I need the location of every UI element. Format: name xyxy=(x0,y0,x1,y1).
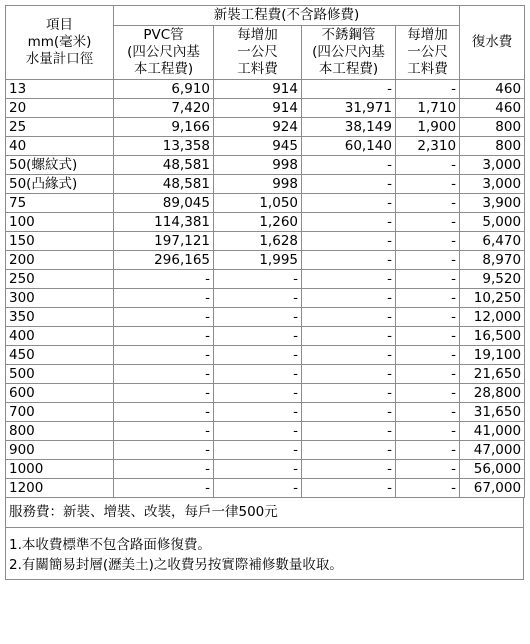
cell-ss-base: - xyxy=(302,384,396,403)
table-row xyxy=(6,270,525,289)
cell-ss-base: - xyxy=(302,365,396,384)
cell-pvc-add: 998 xyxy=(214,175,302,194)
cell-ss-add: 1,710 xyxy=(396,99,460,118)
cell-pvc-base: - xyxy=(114,365,214,384)
cell-pvc-add: - xyxy=(214,270,302,289)
header-ss-line2: (四公尺內基 xyxy=(312,44,385,60)
header-ss xyxy=(302,26,396,80)
cell-size: 350 xyxy=(6,308,114,327)
cell-restore: 3,900 xyxy=(460,194,525,213)
cell-size: 50(凸緣式) xyxy=(6,175,114,194)
cell-pvc-base: - xyxy=(114,384,214,403)
cell-ss-base: - xyxy=(302,156,396,175)
cell-size: 1200 xyxy=(6,479,114,498)
service-fee-note: 服務費：新裝、增裝、改裝，每戶一律500元 xyxy=(6,498,523,528)
cell-size: 75 xyxy=(6,194,114,213)
cell-restore: 460 xyxy=(460,99,525,118)
cell-ss-add: - xyxy=(396,365,460,384)
cell-pvc-base: - xyxy=(114,289,214,308)
cell-pvc-add: 924 xyxy=(214,118,302,137)
header-pvc-line2: (四公尺內基 xyxy=(127,44,200,60)
cell-pvc-base: 9,166 xyxy=(114,118,214,137)
header-pvc-add-line3: 工料費 xyxy=(237,61,278,77)
cell-size: 800 xyxy=(6,422,114,441)
cell-size: 500 xyxy=(6,365,114,384)
table-row xyxy=(6,441,525,460)
table-row xyxy=(6,80,525,99)
table-row xyxy=(6,137,525,156)
cell-size: 1000 xyxy=(6,460,114,479)
header-ss-add-line1: 每增加 xyxy=(407,27,448,43)
cell-size: 450 xyxy=(6,346,114,365)
table-row xyxy=(6,156,525,175)
cell-pvc-add: 1,260 xyxy=(214,213,302,232)
header-pvc-line3: 本工程費) xyxy=(133,61,194,77)
cell-ss-add: - xyxy=(396,194,460,213)
cell-pvc-add: - xyxy=(214,289,302,308)
cell-ss-add: - xyxy=(396,213,460,232)
cell-pvc-add: 998 xyxy=(214,156,302,175)
cell-pvc-add: - xyxy=(214,479,302,498)
cell-pvc-add: - xyxy=(214,365,302,384)
cell-ss-add: - xyxy=(396,308,460,327)
cell-pvc-add: - xyxy=(214,441,302,460)
cell-restore: 47,000 xyxy=(460,441,525,460)
cell-ss-base: - xyxy=(302,479,396,498)
cell-pvc-add: - xyxy=(214,327,302,346)
cell-pvc-add: - xyxy=(214,308,302,327)
table-row xyxy=(6,175,525,194)
cell-ss-add: - xyxy=(396,175,460,194)
cell-ss-add: - xyxy=(396,422,460,441)
cell-ss-add: - xyxy=(396,441,460,460)
cell-ss-base: - xyxy=(302,80,396,99)
cell-pvc-add: 1,050 xyxy=(214,194,302,213)
cell-pvc-add: - xyxy=(214,422,302,441)
cell-size: 400 xyxy=(6,327,114,346)
cell-ss-base: - xyxy=(302,175,396,194)
header-item xyxy=(6,6,114,80)
cell-size: 150 xyxy=(6,232,114,251)
table-row xyxy=(6,308,525,327)
table-row xyxy=(6,384,525,403)
cell-pvc-add: - xyxy=(214,346,302,365)
cell-pvc-base: - xyxy=(114,460,214,479)
cell-restore: 21,650 xyxy=(460,365,525,384)
cell-pvc-add: 1,628 xyxy=(214,232,302,251)
cell-ss-base: - xyxy=(302,194,396,213)
cell-ss-base: - xyxy=(302,213,396,232)
cell-ss-add: - xyxy=(396,270,460,289)
cell-restore: 16,500 xyxy=(460,327,525,346)
table-row xyxy=(6,479,525,498)
cell-ss-add: 2,310 xyxy=(396,137,460,156)
fee-table xyxy=(5,5,525,498)
header-pvc-add xyxy=(214,26,302,80)
cell-ss-base: - xyxy=(302,270,396,289)
header-item-line1: 項目 xyxy=(46,17,73,33)
fee-schedule xyxy=(5,5,524,580)
cell-pvc-base: - xyxy=(114,422,214,441)
cell-restore: 6,470 xyxy=(460,232,525,251)
cell-pvc-base: - xyxy=(114,479,214,498)
header-pvc xyxy=(114,26,214,80)
cell-pvc-add: 914 xyxy=(214,80,302,99)
cell-ss-add: - xyxy=(396,80,460,99)
cell-pvc-base: 6,910 xyxy=(114,80,214,99)
cell-ss-base: - xyxy=(302,251,396,270)
header-item-line3: 水量計口徑 xyxy=(25,51,94,67)
header-ss-add xyxy=(396,26,460,80)
cell-size: 20 xyxy=(6,99,114,118)
header-ss-line1: 不銹鋼管 xyxy=(321,27,376,43)
cell-restore: 3,000 xyxy=(460,156,525,175)
cell-restore: 28,800 xyxy=(460,384,525,403)
cell-pvc-base: 197,121 xyxy=(114,232,214,251)
cell-pvc-add: 945 xyxy=(214,137,302,156)
cell-size: 50(螺紋式) xyxy=(6,156,114,175)
cell-ss-base: - xyxy=(302,422,396,441)
cell-ss-base: - xyxy=(302,289,396,308)
cell-ss-add: - xyxy=(396,232,460,251)
table-row xyxy=(6,403,525,422)
cell-size: 300 xyxy=(6,289,114,308)
cell-ss-base: - xyxy=(302,460,396,479)
cell-ss-base: - xyxy=(302,403,396,422)
header-ss-add-line3: 工料費 xyxy=(407,61,448,77)
cell-ss-add: - xyxy=(396,384,460,403)
cell-ss-add: - xyxy=(396,251,460,270)
cell-restore: 3,000 xyxy=(460,175,525,194)
cell-size: 600 xyxy=(6,384,114,403)
cell-size: 700 xyxy=(6,403,114,422)
cell-pvc-base: - xyxy=(114,308,214,327)
cell-pvc-base: - xyxy=(114,327,214,346)
header-restore: 復水費 xyxy=(460,6,525,80)
cell-pvc-base: 89,045 xyxy=(114,194,214,213)
header-ss-add-line2: 一公尺 xyxy=(407,44,448,60)
cell-size: 13 xyxy=(6,80,114,99)
cell-size: 40 xyxy=(6,137,114,156)
table-row xyxy=(6,213,525,232)
cell-restore: 12,000 xyxy=(460,308,525,327)
remarks xyxy=(6,528,523,579)
cell-pvc-base: 296,165 xyxy=(114,251,214,270)
cell-ss-base: - xyxy=(302,346,396,365)
cell-restore: 5,000 xyxy=(460,213,525,232)
table-row xyxy=(6,232,525,251)
cell-restore: 460 xyxy=(460,80,525,99)
cell-size: 25 xyxy=(6,118,114,137)
cell-pvc-add: 914 xyxy=(214,99,302,118)
cell-ss-base: - xyxy=(302,308,396,327)
table-row xyxy=(6,118,525,137)
table-row xyxy=(6,289,525,308)
cell-restore: 41,000 xyxy=(460,422,525,441)
cell-restore: 800 xyxy=(460,137,525,156)
cell-size: 250 xyxy=(6,270,114,289)
cell-ss-base: - xyxy=(302,441,396,460)
cell-restore: 67,000 xyxy=(460,479,525,498)
remark-item: 1.本收費標準不包含路面修復費。 xyxy=(9,537,211,553)
cell-ss-base: 31,971 xyxy=(302,99,396,118)
header-pvc-line1: PVC管 xyxy=(143,27,184,43)
fee-table-body xyxy=(6,80,525,498)
cell-restore: 31,650 xyxy=(460,403,525,422)
cell-restore: 19,100 xyxy=(460,346,525,365)
cell-pvc-add: 1,995 xyxy=(214,251,302,270)
cell-pvc-base: - xyxy=(114,441,214,460)
cell-ss-add: - xyxy=(396,403,460,422)
table-row xyxy=(6,194,525,213)
cell-pvc-add: - xyxy=(214,403,302,422)
cell-restore: 8,970 xyxy=(460,251,525,270)
table-row xyxy=(6,460,525,479)
cell-ss-add: - xyxy=(396,156,460,175)
cell-ss-add: 1,900 xyxy=(396,118,460,137)
cell-pvc-base: - xyxy=(114,346,214,365)
cell-ss-base: - xyxy=(302,327,396,346)
cell-ss-base: 38,149 xyxy=(302,118,396,137)
cell-restore: 10,250 xyxy=(460,289,525,308)
notes-section xyxy=(5,498,524,580)
header-pvc-add-line2: 一公尺 xyxy=(237,44,278,60)
cell-restore: 800 xyxy=(460,118,525,137)
cell-size: 900 xyxy=(6,441,114,460)
cell-ss-add: - xyxy=(396,327,460,346)
cell-pvc-base: 114,381 xyxy=(114,213,214,232)
table-row xyxy=(6,99,525,118)
table-row xyxy=(6,251,525,270)
cell-pvc-add: - xyxy=(214,384,302,403)
cell-size: 100 xyxy=(6,213,114,232)
cell-restore: 56,000 xyxy=(460,460,525,479)
table-row xyxy=(6,365,525,384)
cell-pvc-base: - xyxy=(114,270,214,289)
cell-ss-add: - xyxy=(396,479,460,498)
header-pvc-add-line1: 每增加 xyxy=(237,27,278,43)
cell-pvc-base: 48,581 xyxy=(114,156,214,175)
cell-ss-base: - xyxy=(302,232,396,251)
cell-pvc-add: - xyxy=(214,460,302,479)
cell-ss-base: 60,140 xyxy=(302,137,396,156)
header-group-title: 新裝工程費(不含路修費) xyxy=(114,6,460,26)
cell-pvc-base: 13,358 xyxy=(114,137,214,156)
cell-restore: 9,520 xyxy=(460,270,525,289)
cell-pvc-base: - xyxy=(114,403,214,422)
header-ss-line3: 本工程費) xyxy=(318,61,379,77)
table-row xyxy=(6,422,525,441)
cell-ss-add: - xyxy=(396,346,460,365)
header-item-line2: mm(毫米) xyxy=(27,34,92,50)
table-row xyxy=(6,327,525,346)
remark-item: 2.有關簡易封層(瀝美土)之收費另按實際補修數量收取。 xyxy=(9,557,343,573)
cell-pvc-base: 48,581 xyxy=(114,175,214,194)
cell-size: 200 xyxy=(6,251,114,270)
cell-ss-add: - xyxy=(396,460,460,479)
cell-pvc-base: 7,420 xyxy=(114,99,214,118)
table-row xyxy=(6,346,525,365)
cell-ss-add: - xyxy=(396,289,460,308)
